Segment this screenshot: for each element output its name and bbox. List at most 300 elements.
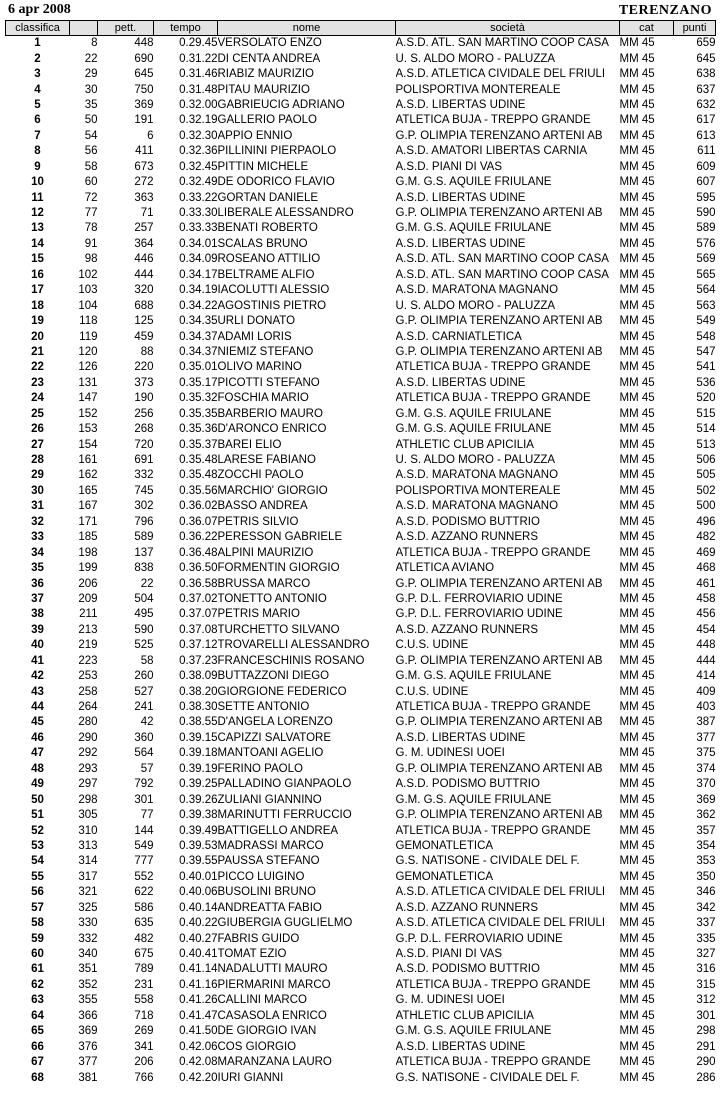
cell-bib: 720	[134, 438, 154, 451]
cell-bib: 558	[134, 994, 154, 1007]
cell-time: 0.39.25	[179, 778, 218, 791]
cell-rank: 60	[31, 948, 44, 961]
cell-time: 0.39.49	[179, 824, 218, 837]
cell-category: MM 45	[619, 191, 655, 204]
cell-points: 520	[696, 392, 716, 405]
cell-bib: 691	[134, 454, 154, 467]
cell-category: MM 45	[619, 454, 655, 467]
cell-club: G.P. OLIMPIA TERENZANO ARTENI AB	[395, 762, 603, 775]
table-row	[6, 654, 716, 669]
cell-club: A.S.D. MARATONA MAGNANO	[395, 284, 559, 297]
cell-bib: 444	[134, 268, 154, 281]
cell-points: 301	[696, 1009, 716, 1022]
cell-name: PALLADINO GIANPAOLO	[217, 778, 352, 791]
cell-bib: 589	[134, 531, 154, 544]
cell-club: A.S.D. PIANI DI VAS	[395, 160, 503, 173]
cell-name: TROVARELLI ALESSANDRO	[217, 639, 370, 652]
cell-club: A.S.D. AZZANO RUNNERS	[395, 901, 538, 914]
cell-bib: 564	[134, 747, 154, 760]
cell-overall-number: 314	[78, 855, 98, 868]
cell-bib: 838	[134, 562, 154, 575]
cell-name: ROSEANO ATTILIO	[217, 253, 321, 266]
cell-time: 0.41.26	[179, 994, 218, 1007]
cell-category: MM 45	[619, 1025, 655, 1038]
table-row	[6, 422, 716, 437]
cell-points: 496	[696, 515, 716, 528]
cell-overall-number: 77	[84, 207, 98, 220]
cell-time: 0.34.01	[179, 237, 218, 250]
cell-time: 0.34.09	[179, 253, 218, 266]
cell-points: 409	[696, 685, 716, 698]
cell-time: 0.40.06	[179, 886, 218, 899]
cell-name: SCALAS BRUNO	[217, 237, 308, 250]
cell-points: 456	[696, 608, 716, 621]
cell-club: C.U.S. UDINE	[395, 639, 469, 652]
cell-rank: 46	[31, 731, 44, 744]
cell-club: G. M. UDINESI UOEI	[395, 994, 505, 1007]
cell-bib: 269	[134, 1025, 154, 1038]
cell-points: 609	[696, 160, 716, 173]
cell-time: 0.38.20	[179, 685, 218, 698]
table-row	[6, 206, 716, 221]
cell-rank: 28	[31, 454, 44, 467]
cell-rank: 14	[31, 237, 44, 250]
cell-points: 403	[696, 701, 716, 714]
cell-rank: 67	[31, 1056, 44, 1069]
cell-overall-number: 206	[78, 577, 98, 590]
cell-rank: 12	[31, 207, 44, 220]
cell-category: MM 45	[619, 98, 655, 111]
cell-name: DE ODORICO FLAVIO	[217, 176, 335, 189]
cell-club: ATHLETIC CLUB APICILIA	[395, 1009, 534, 1022]
cell-club: A.S.D. ATLETICA CIVIDALE DEL FRIULI	[395, 917, 606, 930]
cell-club: G.P. D.L. FERROVIARIO UDINE	[395, 932, 563, 945]
cell-name: LARESE FABIANO	[217, 454, 316, 467]
cell-name: GALLERIO PAOLO	[217, 114, 317, 127]
cell-bib: 745	[134, 484, 154, 497]
cell-points: 370	[696, 778, 716, 791]
cell-time: 0.36.58	[179, 577, 218, 590]
cell-overall-number: 198	[78, 546, 98, 559]
cell-name: PERESSON GABRIELE	[217, 531, 343, 544]
cell-overall-number: 376	[78, 1040, 98, 1053]
cell-category: MM 45	[619, 623, 655, 636]
cell-name: BELTRAME ALFIO	[217, 268, 315, 281]
cell-category: MM 45	[619, 268, 655, 281]
cell-time: 0.41.14	[179, 963, 218, 976]
cell-club: A.S.D. MARATONA MAGNANO	[395, 500, 559, 513]
cell-bib: 256	[134, 407, 154, 420]
results-table	[5, 20, 716, 1086]
cell-category: MM 45	[619, 222, 655, 235]
cell-bib: 459	[134, 330, 154, 343]
cell-rank: 36	[31, 577, 44, 590]
cell-category: MM 45	[619, 608, 655, 621]
table-row	[6, 237, 716, 252]
cell-overall-number: 313	[78, 839, 98, 852]
cell-rank: 18	[31, 299, 44, 312]
cell-rank: 21	[31, 345, 44, 358]
cell-overall-number: 290	[78, 731, 98, 744]
cell-club: G.P. OLIMPIA TERENZANO ARTENI AB	[395, 577, 603, 590]
cell-category: MM 45	[619, 855, 655, 868]
cell-club: G.P. OLIMPIA TERENZANO ARTENI AB	[395, 716, 603, 729]
cell-name: PITAU MAURIZIO	[217, 83, 310, 96]
cell-rank: 61	[31, 963, 44, 976]
col-header-bib: pett.	[98, 21, 154, 36]
table-row	[6, 561, 716, 576]
cell-bib: 57	[140, 762, 154, 775]
cell-bib: 272	[134, 176, 154, 189]
table-row	[6, 345, 716, 360]
cell-bib: 144	[134, 824, 154, 837]
cell-rank: 20	[31, 330, 44, 343]
cell-category: MM 45	[619, 114, 655, 127]
cell-rank: 2	[34, 52, 41, 65]
cell-club: ATLETICA BUJA - TREPPO GRANDE	[395, 114, 591, 127]
table-row	[6, 98, 716, 113]
cell-points: 541	[696, 361, 716, 374]
cell-name: AGOSTINIS PIETRO	[217, 299, 327, 312]
cell-bib: 206	[134, 1056, 154, 1069]
cell-category: MM 45	[619, 994, 655, 1007]
cell-category: MM 45	[619, 407, 655, 420]
cell-time: 0.35.36	[179, 423, 218, 436]
cell-rank: 10	[31, 176, 44, 189]
table-row	[6, 777, 716, 792]
table-row	[6, 268, 716, 283]
cell-time: 0.42.06	[179, 1040, 218, 1053]
cell-club: U. S. ALDO MORO - PALUZZA	[395, 52, 556, 65]
cell-overall-number: 213	[78, 623, 98, 636]
cell-points: 290	[696, 1056, 716, 1069]
cell-overall-number: 56	[84, 145, 98, 158]
cell-name: CALLINI MARCO	[217, 994, 307, 1007]
cell-category: MM 45	[619, 917, 655, 930]
cell-name: DE GIORGIO IVAN	[217, 1025, 317, 1038]
cell-category: MM 45	[619, 932, 655, 945]
cell-time: 0.29.45	[179, 37, 218, 50]
cell-points: 335	[696, 932, 716, 945]
cell-bib: 675	[134, 948, 154, 961]
cell-bib: 220	[134, 361, 154, 374]
table-header-row	[6, 21, 716, 36]
cell-bib: 796	[134, 515, 154, 528]
cell-points: 611	[697, 145, 716, 158]
cell-bib: 302	[134, 500, 154, 513]
cell-bib: 257	[134, 222, 154, 235]
cell-bib: 448	[134, 37, 154, 50]
table-row	[6, 453, 716, 468]
cell-category: MM 45	[619, 1056, 655, 1069]
cell-category: MM 45	[619, 901, 655, 914]
cell-name: GORTAN DANIELE	[217, 191, 319, 204]
cell-category: MM 45	[619, 176, 655, 189]
table-row	[6, 576, 716, 591]
cell-bib: 332	[134, 469, 154, 482]
cell-overall-number: 369	[78, 1025, 98, 1038]
cell-category: MM 45	[619, 423, 655, 436]
table-row	[6, 283, 716, 298]
table-row	[6, 484, 716, 499]
cell-bib: 777	[134, 855, 154, 868]
cell-overall-number: 30	[84, 83, 98, 96]
cell-category: MM 45	[619, 1009, 655, 1022]
cell-club: A.S.D. LIBERTAS UDINE	[395, 191, 526, 204]
cell-club: G.M. G.S. AQUILE FRIULANE	[395, 407, 552, 420]
cell-name: GIUBERGIA GUGLIELMO	[217, 917, 353, 930]
cell-club: A.S.D. AZZANO RUNNERS	[395, 531, 538, 544]
cell-overall-number: 91	[84, 237, 98, 250]
cell-rank: 22	[31, 361, 44, 374]
table-row	[6, 746, 716, 761]
cell-points: 590	[696, 207, 716, 220]
cell-time: 0.35.48	[179, 469, 218, 482]
cell-overall-number: 78	[84, 222, 98, 235]
cell-club: GEMONATLETICA	[395, 870, 494, 883]
cell-rank: 11	[31, 191, 44, 204]
cell-points: 357	[696, 824, 716, 837]
cell-time: 0.31.46	[179, 68, 218, 81]
cell-club: A.S.D. LIBERTAS UDINE	[395, 731, 526, 744]
cell-bib: 495	[134, 608, 154, 621]
cell-points: 291	[696, 1040, 716, 1053]
cell-points: 414	[696, 670, 716, 683]
cell-points: 448	[696, 639, 716, 652]
cell-time: 0.40.27	[179, 932, 218, 945]
cell-overall-number: 22	[84, 52, 98, 65]
cell-points: 645	[696, 52, 716, 65]
cell-rank: 49	[31, 778, 44, 791]
cell-time: 0.34.37	[179, 345, 218, 358]
cell-time: 0.42.20	[179, 1071, 218, 1084]
table-row	[6, 82, 716, 97]
cell-club: A.S.D. ATL. SAN MARTINO COOP CASA	[395, 37, 609, 50]
cell-points: 617	[696, 114, 716, 127]
cell-points: 461	[696, 577, 716, 590]
table-row	[6, 1024, 716, 1039]
cell-name: PIERMARINI MARCO	[217, 978, 331, 991]
cell-category: MM 45	[619, 531, 655, 544]
cell-rank: 52	[31, 824, 44, 837]
cell-points: 350	[696, 870, 716, 883]
cell-time: 0.39.55	[179, 855, 218, 868]
cell-overall-number: 321	[78, 886, 98, 899]
cell-rank: 39	[31, 623, 44, 636]
cell-category: MM 45	[619, 978, 655, 991]
cell-points: 469	[696, 546, 716, 559]
table-row	[6, 160, 716, 175]
table-row	[6, 530, 716, 545]
col-header-blank	[70, 21, 98, 36]
cell-club: A.S.D. PIANI DI VAS	[395, 948, 503, 961]
cell-category: MM 45	[619, 762, 655, 775]
cell-club: G.P. D.L. FERROVIARIO UDINE	[395, 608, 563, 621]
cell-time: 0.35.01	[179, 361, 218, 374]
cell-bib: 260	[134, 670, 154, 683]
cell-points: 354	[696, 839, 716, 852]
cell-time: 0.32.30	[179, 129, 218, 142]
cell-rank: 8	[34, 145, 41, 158]
cell-club: A.S.D. PODISMO BUTTRIO	[395, 778, 540, 791]
cell-bib: 549	[134, 839, 154, 852]
table-row	[6, 715, 716, 730]
cell-category: MM 45	[619, 484, 655, 497]
cell-name: BASSO ANDREA	[217, 500, 308, 513]
cell-rank: 29	[31, 469, 44, 482]
cell-name: MARANZANA LAURO	[217, 1056, 332, 1069]
cell-points: 327	[696, 948, 716, 961]
cell-points: 298	[696, 1025, 716, 1038]
cell-club: A.S.D. LIBERTAS UDINE	[395, 237, 526, 250]
cell-overall-number: 50	[84, 114, 98, 127]
cell-club: A.S.D. ATL. SAN MARTINO COOP CASA	[395, 253, 609, 266]
cell-time: 0.39.53	[179, 839, 218, 852]
cell-club: A.S.D. MARATONA MAGNANO	[395, 469, 559, 482]
table-row	[6, 51, 716, 66]
cell-bib: 525	[134, 639, 154, 652]
table-row	[6, 823, 716, 838]
cell-category: MM 45	[619, 345, 655, 358]
cell-bib: 191	[134, 114, 154, 127]
table-row	[6, 314, 716, 329]
cell-overall-number: 381	[78, 1071, 98, 1084]
cell-category: MM 45	[619, 592, 655, 605]
cell-name: BAREI ELIO	[217, 438, 282, 451]
cell-name: TOMAT EZIO	[217, 948, 287, 961]
cell-name: D'ANGELA LORENZO	[217, 716, 333, 729]
cell-time: 0.41.47	[179, 1009, 218, 1022]
cell-name: FORMENTIN GIORGIO	[217, 562, 340, 575]
cell-overall-number: 162	[78, 469, 98, 482]
cell-points: 375	[696, 747, 716, 760]
cell-category: MM 45	[619, 824, 655, 837]
cell-overall-number: 102	[78, 268, 98, 281]
cell-name: FERINO PAOLO	[217, 762, 303, 775]
cell-club: G.P. OLIMPIA TERENZANO ARTENI AB	[395, 315, 603, 328]
table-row	[6, 1070, 716, 1085]
cell-bib: 22	[140, 577, 154, 590]
cell-time: 0.37.08	[179, 623, 218, 636]
cell-club: G.M. G.S. AQUILE FRIULANE	[395, 1025, 552, 1038]
cell-overall-number: 298	[78, 793, 98, 806]
cell-club: C.U.S. UDINE	[395, 685, 469, 698]
cell-club: A.S.D. PODISMO BUTTRIO	[395, 963, 540, 976]
cell-overall-number: 199	[78, 562, 98, 575]
cell-points: 563	[696, 299, 716, 312]
cell-bib: 446	[134, 253, 154, 266]
cell-category: MM 45	[619, 160, 655, 173]
cell-rank: 35	[31, 562, 44, 575]
cell-club: ATLETICA BUJA - TREPPO GRANDE	[395, 824, 591, 837]
cell-rank: 17	[31, 284, 44, 297]
cell-name: PILLININI PIERPAOLO	[217, 145, 337, 158]
cell-overall-number: 332	[78, 932, 98, 945]
cell-rank: 68	[31, 1071, 44, 1084]
cell-time: 0.35.32	[179, 392, 218, 405]
cell-time: 0.37.23	[179, 654, 218, 667]
table-row	[6, 298, 716, 313]
cell-name: PETRIS MARIO	[217, 608, 300, 621]
cell-time: 0.32.36	[179, 145, 218, 158]
cell-name: BARBERIO MAURO	[217, 407, 323, 420]
cell-time: 0.36.50	[179, 562, 218, 575]
cell-bib: 231	[134, 978, 154, 991]
cell-overall-number: 118	[79, 315, 98, 328]
cell-points: 595	[696, 191, 716, 204]
cell-time: 0.35.48	[179, 454, 218, 467]
cell-points: 513	[696, 438, 716, 451]
cell-name: ZOCCHI PAOLO	[217, 469, 304, 482]
cell-overall-number: 171	[78, 515, 98, 528]
cell-overall-number: 72	[84, 191, 98, 204]
cell-name: PITTIN MICHELE	[217, 160, 309, 173]
cell-category: MM 45	[619, 562, 655, 575]
cell-bib: 590	[134, 623, 154, 636]
cell-club: ATLETICA BUJA - TREPPO GRANDE	[395, 392, 591, 405]
cell-overall-number: 29	[84, 68, 98, 81]
table-row	[6, 962, 716, 977]
cell-category: MM 45	[619, 963, 655, 976]
cell-time: 0.34.35	[179, 315, 218, 328]
cell-bib: 750	[134, 83, 154, 96]
cell-rank: 6	[34, 114, 41, 127]
cell-time: 0.35.17	[179, 376, 218, 389]
cell-bib: 586	[134, 901, 154, 914]
cell-rank: 40	[31, 639, 44, 652]
cell-overall-number: 126	[78, 361, 98, 374]
cell-category: MM 45	[619, 948, 655, 961]
table-row	[6, 437, 716, 452]
cell-club: G.M. G.S. AQUILE FRIULANE	[395, 222, 552, 235]
cell-club: G.M. G.S. AQUILE FRIULANE	[395, 176, 552, 189]
cell-name: FRANCESCHINIS ROSANO	[217, 654, 365, 667]
cell-rank: 13	[31, 222, 44, 235]
cell-overall-number: 355	[78, 994, 98, 1007]
cell-points: 637	[696, 83, 716, 96]
cell-points: 337	[696, 917, 716, 930]
cell-name: BRUSSA MARCO	[217, 577, 311, 590]
cell-name: DI CENTA ANDREA	[217, 52, 321, 65]
cell-bib: 622	[134, 886, 154, 899]
cell-rank: 24	[31, 392, 44, 405]
cell-time: 0.36.07	[179, 515, 218, 528]
cell-overall-number: 185	[78, 531, 98, 544]
cell-bib: 688	[134, 299, 154, 312]
cell-points: 515	[696, 407, 716, 420]
cell-rank: 9	[34, 160, 41, 173]
cell-overall-number: 297	[78, 778, 98, 791]
cell-club: G.S. NATISONE - CIVIDALE DEL F.	[395, 1071, 580, 1084]
cell-name: SETTE ANTONIO	[217, 701, 310, 714]
cell-name: BUTTAZZONI DIEGO	[217, 670, 330, 683]
cell-rank: 57	[31, 901, 44, 914]
cell-overall-number: 310	[78, 824, 98, 837]
table-row	[6, 175, 716, 190]
cell-rank: 50	[31, 793, 44, 806]
cell-name: LIBERALE ALESSANDRO	[217, 207, 354, 220]
cell-rank: 66	[31, 1040, 44, 1053]
cell-time: 0.33.33	[179, 222, 218, 235]
cell-time: 0.40.22	[179, 917, 218, 930]
cell-overall-number: 104	[78, 299, 98, 312]
cell-rank: 56	[31, 886, 44, 899]
results-body	[6, 36, 716, 1086]
cell-name: PICOTTI STEFANO	[217, 376, 320, 389]
cell-category: MM 45	[619, 392, 655, 405]
cell-name: APPIO ENNIO	[217, 129, 293, 142]
cell-overall-number: 60	[84, 176, 98, 189]
